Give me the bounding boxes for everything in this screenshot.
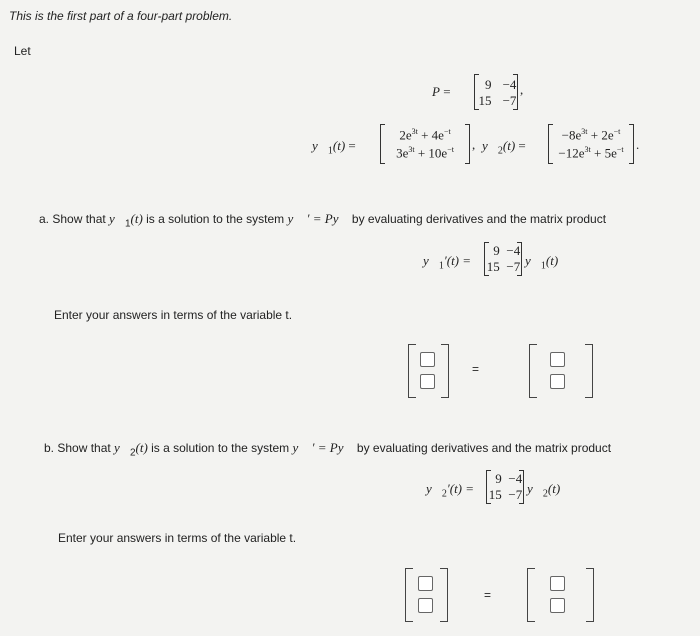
part-b-rhs-answer-2[interactable] <box>550 598 565 613</box>
part-b-rhs-answer-1[interactable] <box>550 576 565 591</box>
part-a-equals: = <box>472 362 480 376</box>
part-b-left-bracket-open <box>405 568 413 622</box>
part-b-p-matrix: 9 −4 15 −7 <box>486 470 524 504</box>
part-b-rhs: $y⃗_2(t)$ <box>527 481 561 500</box>
part-b-instruction: Enter your answers in terms of the variable t. <box>58 531 297 545</box>
p-eq: = <box>443 84 451 99</box>
part-a-right-bracket-close <box>585 344 593 398</box>
let-text: Let <box>14 44 31 58</box>
part-a-instruction: Enter your answers in terms of the variable t. <box>54 308 293 322</box>
y2-label: $y⃗_2(t)$ = <box>482 138 526 157</box>
y1-matrix: $2e^{3t} + 4e^{-t}$ $3e^{3t} + 10e^{-t}$ <box>380 124 470 164</box>
part-a-lhs-answer-2[interactable] <box>420 374 435 389</box>
p-m21: 15 <box>478 93 492 108</box>
part-a-rhs: $y⃗_1(t)$ <box>525 253 559 272</box>
p-matrix <box>474 74 518 110</box>
y1-label: $y⃗_1(t)$ = <box>312 138 356 157</box>
p-comma: , <box>520 82 524 97</box>
y1-comma: , <box>472 137 476 152</box>
intro-text: This is the first part of a four-part problem. <box>9 9 233 23</box>
y2-matrix: $-8e^{3t} + 2e^{-t}$ $-12e^{3t} + 5e^{-t}$ <box>548 124 634 164</box>
part-a-p-matrix: 9 −4 15 −7 <box>484 242 522 276</box>
part-a-lhs-answer-1[interactable] <box>420 352 435 367</box>
part-b-question: b. Show that $y⃗_2(t)$ is a solution to the system y⃗ ′ = Py⃗ by evaluating derivatives and the matrix product <box>44 440 612 459</box>
part-b-lhs: $y⃗_2'(t)$ = <box>426 481 475 500</box>
p-m12: −4 <box>502 77 517 92</box>
part-b-lhs-answer-1[interactable] <box>418 576 433 591</box>
p-label: P <box>432 84 440 99</box>
p-definition <box>432 84 451 100</box>
part-b-right-bracket-open <box>527 568 535 622</box>
part-b-lhs-answer-2[interactable] <box>418 598 433 613</box>
part-a-left-bracket-open <box>408 344 416 398</box>
part-a-left-bracket-close <box>441 344 449 398</box>
part-a-rhs-answer-2[interactable] <box>550 374 565 389</box>
part-a-right-bracket-open <box>529 344 537 398</box>
part-b-right-bracket-close <box>586 568 594 622</box>
part-a-question: a. Show that $y⃗_1(t)$ is a solution to the system y⃗ ′ = Py⃗ by evaluating derivatives and the matrix product <box>39 211 607 230</box>
p-m11: 9 <box>485 77 492 92</box>
p-m22: −7 <box>502 93 517 108</box>
part-a-rhs-answer-1[interactable] <box>550 352 565 367</box>
y2-period: . <box>636 137 640 152</box>
part-b-equals: = <box>484 588 492 602</box>
part-a-lhs: $y⃗_1'(t)$ = <box>423 253 472 272</box>
part-b-left-bracket-close <box>440 568 448 622</box>
